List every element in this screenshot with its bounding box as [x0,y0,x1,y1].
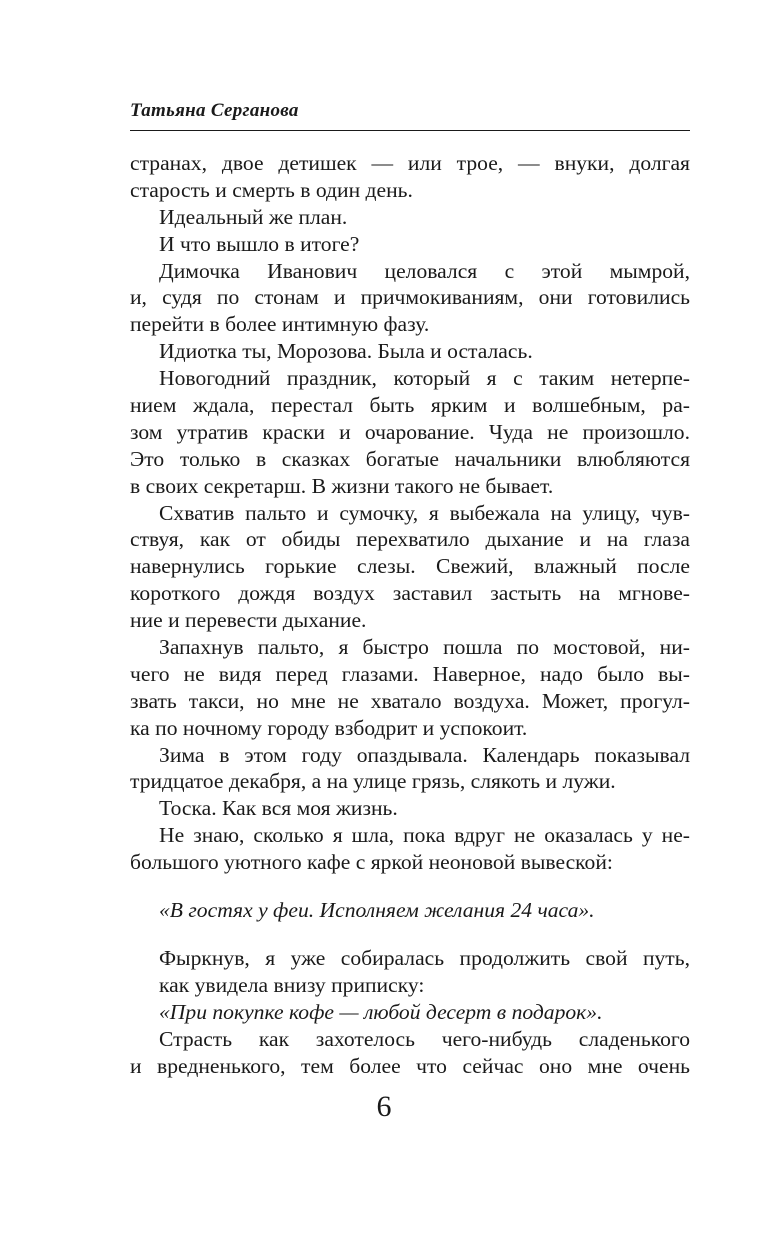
text-line: зом утратив краски и очарование. Чуда не произошло. [130,419,690,444]
text-line: тридцатое декабря, а на улице грязь, слякоть и лужи. [130,769,616,794]
text-line: странах, двое детишек — или трое, — внуки, долгая [130,151,690,175]
text-line: И что вышло в итоге? [159,231,360,256]
text-line: в своих секретарш. В жизни такого не бывает. [130,473,554,498]
text-line: звать такси, но мне не хватало воздуха. Может, прогул- [130,688,690,713]
text-line: ствуя, как от обиды перехватило дыхание и на глаза [130,527,690,552]
text-line: Страсть как захотелось чего-нибудь сладенького [159,1026,690,1051]
text-line: большого уютного кафе с яркой неоновой вывеской: [130,850,613,875]
sign-text-line: «В гостях у феи. Исполняем желания 24 часа». [159,898,595,923]
text-line: Фыркнув, я уже собиралась продолжить свой путь, [159,945,690,970]
text-line: Идиотка ты, Морозова. Была и осталась. [159,339,533,364]
text-line: Тоска. Как вся моя жизнь. [159,796,398,821]
text-line: Зима в этом году опаздывала. Календарь показывал [159,742,690,767]
running-head-author: Татьяна Серганова [130,100,299,121]
text-line: перейти в более интимную фазу. [130,312,430,337]
text-line: Идеальный же план. [159,204,348,229]
text-line: ка по ночному городу взбодрит и успокоит. [130,715,528,740]
paragraph-gap [130,876,690,897]
text-line: Схватив пальто и сумочку, я выбежала на улицу, чув- [159,500,690,525]
text-line: Новогодний праздник, который я с таким нетерпе- [159,366,690,391]
text-line: навернулись горькие слезы. Свежий, влажный после [130,554,690,579]
text-line: нием ждала, перестал быть ярким и волшебным, ра- [130,393,690,418]
text-line: Не знаю, сколько я шла, пока вдруг не оказалась у не- [159,823,690,848]
text-line: ние и перевести дыхание. [130,608,367,633]
text-line: короткого дождя воздух заставил застыть на мгнове- [130,581,690,606]
text-line: как увидела внизу приписку: [159,972,425,997]
text-line: Димочка Иванович целовался с этой мымрой, [159,258,690,283]
sign-text-line: «При покупке кофе — любой десерт в подарок». [159,999,603,1024]
text-line: и вредненького, тем более что сейчас оно мне очень [130,1053,690,1078]
text-line: чего не видя перед глазами. Наверное, надо было вы- [130,661,690,686]
header-rule [130,130,690,131]
text-line: и, судя по стонам и причмокиваниям, они готовились [130,285,690,310]
page-number: 6 [376,1090,392,1123]
paragraph-gap [130,924,690,945]
body-text [130,150,690,1079]
text-line: Это только в сказках богатые начальники влюбляются [130,446,690,471]
text-line: Запахнув пальто, я быстро пошла по мостовой, ни- [159,635,690,660]
text-line: старость и смерть в один день. [130,177,413,202]
